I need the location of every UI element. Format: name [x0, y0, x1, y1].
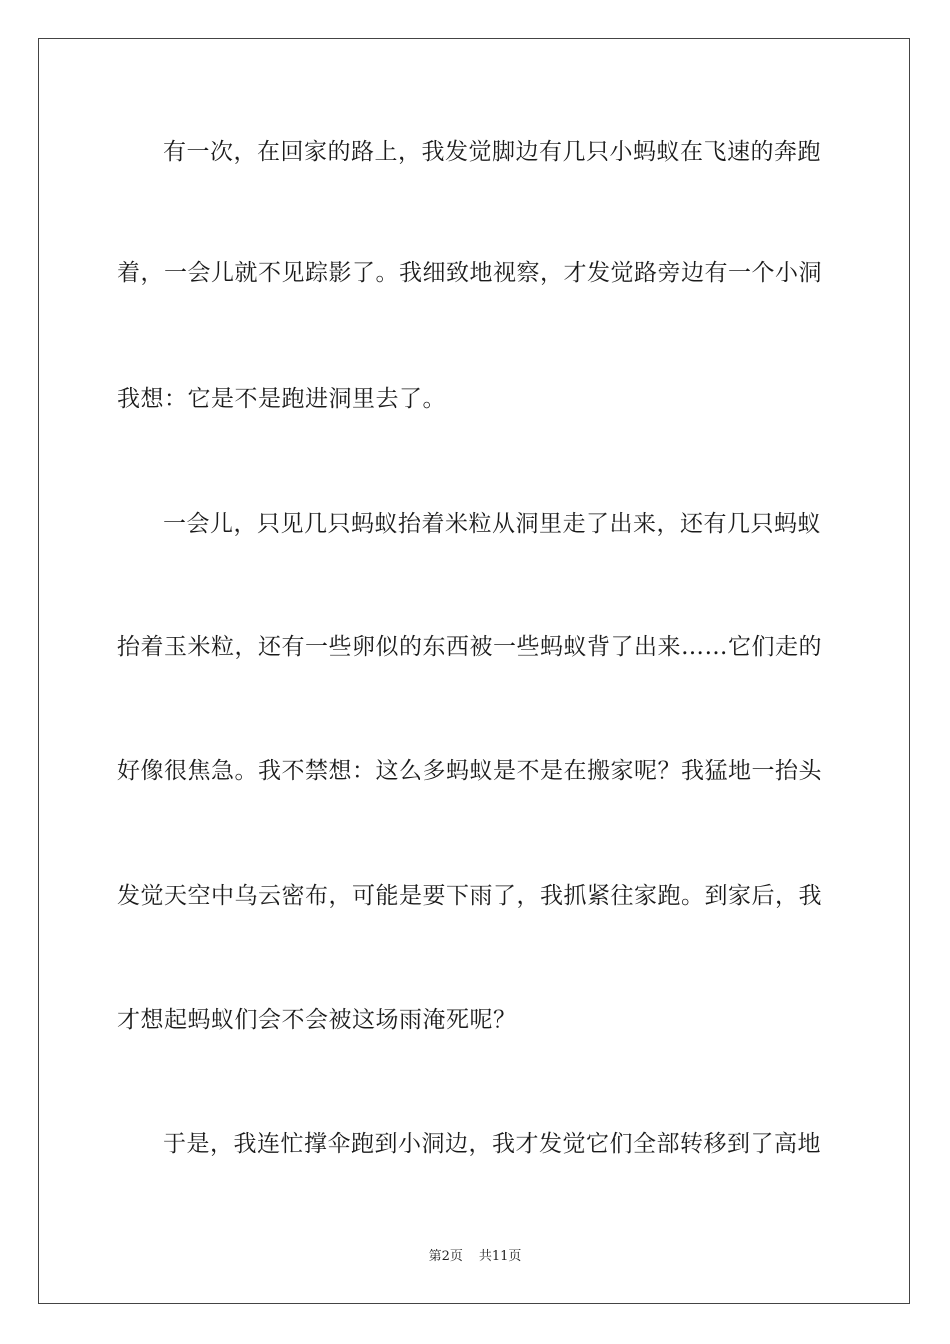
- paragraph-line: 好像很焦急。我不禁想：这么多蚂蚁是不是在搬家呢？我猛地一抬头: [117, 758, 822, 784]
- paragraph-line: 才想起蚂蚁们会不会被这场雨淹死呢？: [117, 1007, 517, 1033]
- paragraph-line: 一会儿，只见几只蚂蚁抬着米粒从洞里走了出来，还有几只蚂蚁: [163, 511, 821, 537]
- page-number: 第2页: [428, 1249, 463, 1264]
- paragraph-line: 发觉天空中乌云密布，可能是要下雨了，我抓紧往家跑。到家后，我: [117, 883, 822, 909]
- paragraph-line: 我想：它是不是跑进洞里去了。: [117, 386, 446, 412]
- paragraph-line: 有一次，在回家的路上，我发觉脚边有几只小蚂蚁在飞速的奔跑: [163, 139, 821, 165]
- paragraph-line: 着，一会儿就不见踪影了。我细致地视察，才发觉路旁边有一个小洞: [117, 260, 822, 286]
- page-total: 共11页: [478, 1249, 522, 1264]
- paragraph-line: 于是，我连忙撑伞跑到小洞边，我才发觉它们全部转移到了高地: [163, 1131, 821, 1157]
- page-border: [38, 38, 910, 1304]
- page-footer: [0, 1248, 950, 1266]
- paragraph-line: 抬着玉米粒，还有一些卵似的东西被一些蚂蚁背了出来……它们走的: [117, 634, 822, 660]
